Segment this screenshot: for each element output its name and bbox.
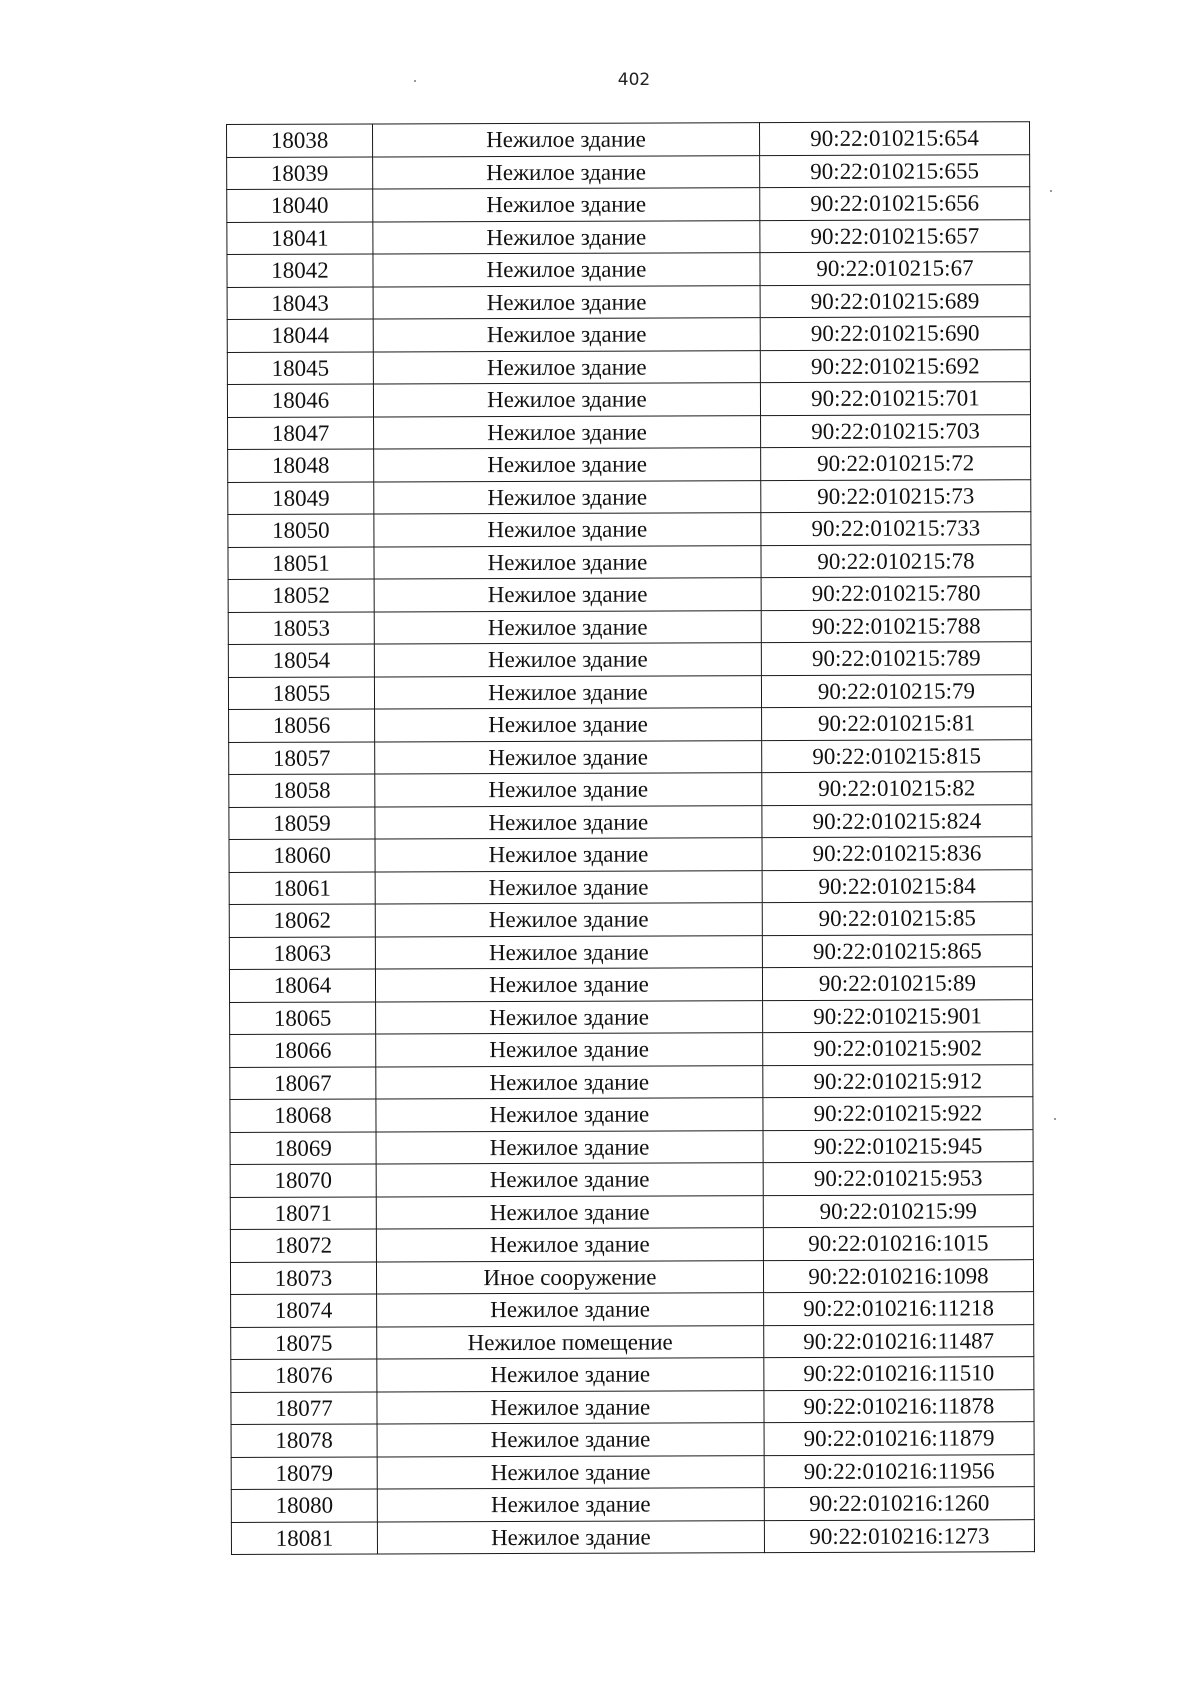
row-number-cell: 18045 [227, 351, 373, 384]
object-type-cell: Нежилое здание [376, 1000, 763, 1034]
object-type-cell: Нежилое помещение [377, 1325, 764, 1359]
cadastral-number-cell: 90:22:010216:1098 [763, 1259, 1033, 1292]
cadastral-number-cell: 90:22:010215:82 [762, 772, 1032, 805]
cadastral-number-cell: 90:22:010216:11487 [764, 1324, 1034, 1357]
table-row [231, 1324, 1034, 1359]
row-number-cell: 18056 [229, 709, 375, 742]
cadastral-number-cell: 90:22:010215:73 [761, 479, 1031, 512]
row-number-cell: 18079 [231, 1456, 377, 1489]
row-number-cell: 18063 [229, 936, 375, 969]
table-row [230, 1064, 1033, 1099]
scan-speck [1054, 1118, 1056, 1120]
cadastral-number-cell: 90:22:010215:912 [763, 1064, 1033, 1097]
object-type-cell: Нежилое здание [376, 1098, 763, 1132]
object-type-cell: Нежилое здание [376, 1195, 763, 1229]
row-number-cell: 18081 [231, 1521, 377, 1554]
table-row [230, 1162, 1033, 1197]
row-number-cell: 18080 [231, 1489, 377, 1522]
object-type-cell: Нежилое здание [372, 123, 759, 157]
cadastral-number-cell: 90:22:010215:902 [763, 1032, 1033, 1065]
row-number-cell: 18044 [227, 319, 373, 352]
object-type-cell: Нежилое здание [374, 480, 761, 514]
object-type-cell: Нежилое здание [373, 350, 760, 384]
table-row [228, 479, 1031, 514]
table-row [228, 577, 1031, 612]
row-number-cell: 18065 [230, 1001, 376, 1034]
registry-table-body [227, 122, 1035, 1555]
cadastral-number-cell: 90:22:010215:788 [761, 609, 1031, 642]
cadastral-number-cell: 90:22:010215:836 [762, 837, 1032, 870]
object-type-cell: Нежилое здание [377, 1488, 764, 1522]
object-type-cell: Нежилое здание [377, 1455, 764, 1489]
table-row [230, 1194, 1033, 1229]
cadastral-number-cell: 90:22:010216:11218 [763, 1292, 1033, 1325]
object-type-cell: Нежилое здание [377, 1293, 764, 1327]
cadastral-number-cell: 90:22:010215:654 [759, 122, 1029, 155]
cadastral-number-cell: 90:22:010215:701 [760, 382, 1030, 415]
row-number-cell: 18061 [229, 871, 375, 904]
table-row [228, 512, 1031, 547]
row-number-cell: 18069 [230, 1131, 376, 1164]
cadastral-number-cell: 90:22:010215:865 [762, 934, 1032, 967]
object-type-cell: Нежилое здание [377, 1520, 764, 1554]
table-row [229, 837, 1032, 872]
object-type-cell: Нежилое здание [375, 935, 762, 969]
object-type-cell: Нежилое здание [373, 383, 760, 417]
object-type-cell: Нежилое здание [377, 1423, 764, 1457]
table-row [229, 934, 1032, 969]
table-row [229, 869, 1032, 904]
cadastral-number-cell: 90:22:010215:703 [760, 414, 1030, 447]
row-number-cell: 18071 [230, 1196, 376, 1229]
table-row [230, 1097, 1033, 1132]
table-row [231, 1292, 1034, 1327]
object-type-cell: Нежилое здание [374, 448, 761, 482]
object-type-cell: Нежилое здание [374, 578, 761, 612]
row-number-cell: 18041 [227, 221, 373, 254]
table-row [231, 1422, 1034, 1457]
table-row [231, 1519, 1034, 1554]
page-number: 402 [617, 70, 651, 90]
table-row [228, 642, 1031, 677]
cadastral-number-cell: 90:22:010215:945 [763, 1129, 1033, 1162]
table-row [231, 1454, 1034, 1489]
row-number-cell: 18040 [227, 189, 373, 222]
table-row [227, 382, 1030, 417]
object-type-cell: Нежилое здание [373, 253, 760, 287]
row-number-cell: 18050 [228, 514, 374, 547]
row-number-cell: 18072 [230, 1229, 376, 1262]
cadastral-number-cell: 90:22:010215:953 [763, 1162, 1033, 1195]
cadastral-number-cell: 90:22:010215:824 [762, 804, 1032, 837]
row-number-cell: 18067 [230, 1066, 376, 1099]
cadastral-number-cell: 90:22:010215:733 [761, 512, 1031, 545]
table-row [227, 187, 1030, 222]
table-row [228, 447, 1031, 482]
cadastral-number-cell: 90:22:010215:78 [761, 544, 1031, 577]
row-number-cell: 18048 [228, 449, 374, 482]
object-type-cell: Нежилое здание [373, 155, 760, 189]
cadastral-number-cell: 90:22:010215:67 [760, 252, 1030, 285]
row-number-cell: 18073 [230, 1261, 376, 1294]
table-row [230, 1032, 1033, 1067]
row-number-cell: 18057 [229, 741, 375, 774]
cadastral-number-cell: 90:22:010215:72 [761, 447, 1031, 480]
cadastral-number-cell: 90:22:010215:99 [763, 1194, 1033, 1227]
row-number-cell: 18076 [231, 1359, 377, 1392]
row-number-cell: 18066 [230, 1034, 376, 1067]
table-row [227, 349, 1030, 384]
cadastral-number-cell: 90:22:010216:11956 [764, 1454, 1034, 1487]
table-row [229, 739, 1032, 774]
cadastral-number-cell: 90:22:010215:655 [760, 154, 1030, 187]
object-type-cell: Нежилое здание [375, 968, 762, 1002]
table-row [229, 804, 1032, 839]
object-type-cell: Нежилое здание [375, 838, 762, 872]
cadastral-number-cell: 90:22:010215:690 [760, 317, 1030, 350]
table-row [228, 414, 1031, 449]
row-number-cell: 18049 [228, 481, 374, 514]
row-number-cell: 18068 [230, 1099, 376, 1132]
table-row [228, 674, 1031, 709]
row-number-cell: 18062 [229, 904, 375, 937]
object-type-cell: Нежилое здание [375, 903, 762, 937]
object-type-cell: Нежилое здание [376, 1033, 763, 1067]
row-number-cell: 18060 [229, 839, 375, 872]
table-row [227, 154, 1030, 189]
table-row [228, 544, 1031, 579]
cadastral-number-cell: 90:22:010215:656 [760, 187, 1030, 220]
cadastral-number-cell: 90:22:010215:692 [760, 349, 1030, 382]
object-type-cell: Нежилое здание [375, 708, 762, 742]
row-number-cell: 18047 [228, 416, 374, 449]
object-type-cell: Нежилое здание [375, 773, 762, 807]
row-number-cell: 18077 [231, 1391, 377, 1424]
cadastral-number-cell: 90:22:010215:657 [760, 219, 1030, 252]
object-type-cell: Нежилое здание [373, 285, 760, 319]
scan-speck [1050, 190, 1052, 192]
row-number-cell: 18053 [228, 611, 374, 644]
object-type-cell: Нежилое здание [375, 740, 762, 774]
cadastral-number-cell: 90:22:010215:85 [762, 902, 1032, 935]
row-number-cell: 18039 [227, 156, 373, 189]
object-type-cell: Нежилое здание [376, 1065, 763, 1099]
object-type-cell: Нежилое здание [374, 545, 761, 579]
cadastral-number-cell: 90:22:010215:79 [761, 674, 1031, 707]
cadastral-number-cell: 90:22:010216:1015 [763, 1227, 1033, 1260]
cadastral-number-cell: 90:22:010215:922 [763, 1097, 1033, 1130]
cadastral-number-cell: 90:22:010216:1273 [764, 1519, 1034, 1552]
row-number-cell: 18070 [230, 1164, 376, 1197]
table-row [229, 902, 1032, 937]
row-number-cell: 18051 [228, 546, 374, 579]
cadastral-number-cell: 90:22:010215:689 [760, 284, 1030, 317]
row-number-cell: 18058 [229, 774, 375, 807]
object-type-cell: Нежилое здание [377, 1358, 764, 1392]
object-type-cell: Нежилое здание [376, 1228, 763, 1262]
row-number-cell: 18038 [227, 124, 373, 157]
object-type-cell: Нежилое здание [373, 220, 760, 254]
object-type-cell: Нежилое здание [374, 513, 761, 547]
row-number-cell: 18064 [229, 969, 375, 1002]
object-type-cell: Нежилое здание [373, 188, 760, 222]
row-number-cell: 18059 [229, 806, 375, 839]
object-type-cell: Нежилое здание [377, 1390, 764, 1424]
table-row [229, 967, 1032, 1002]
object-type-cell: Нежилое здание [373, 318, 760, 352]
table-row [227, 252, 1030, 287]
object-type-cell: Нежилое здание [375, 805, 762, 839]
cadastral-number-cell: 90:22:010216:11510 [764, 1357, 1034, 1390]
object-type-cell: Нежилое здание [375, 870, 762, 904]
table-row [227, 317, 1030, 352]
scan-speck [414, 80, 416, 82]
row-number-cell: 18046 [227, 384, 373, 417]
row-number-cell: 18055 [228, 676, 374, 709]
object-type-cell: Нежилое здание [374, 415, 761, 449]
cadastral-number-cell: 90:22:010215:815 [762, 739, 1032, 772]
table-row [231, 1487, 1034, 1522]
object-type-cell: Нежилое здание [376, 1130, 763, 1164]
property-registry-table [226, 121, 1035, 1555]
cadastral-number-cell: 90:22:010215:84 [762, 869, 1032, 902]
object-type-cell: Нежилое здание [374, 610, 761, 644]
object-type-cell: Иное сооружение [376, 1260, 763, 1294]
cadastral-number-cell: 90:22:010215:780 [761, 577, 1031, 610]
table-row [230, 1259, 1033, 1294]
row-number-cell: 18042 [227, 254, 373, 287]
table-row [230, 1227, 1033, 1262]
object-type-cell: Нежилое здание [374, 643, 761, 677]
row-number-cell: 18074 [231, 1294, 377, 1327]
row-number-cell: 18043 [227, 286, 373, 319]
table-row [229, 707, 1032, 742]
row-number-cell: 18078 [231, 1424, 377, 1457]
object-type-cell: Нежилое здание [376, 1163, 763, 1197]
cadastral-number-cell: 90:22:010216:11879 [764, 1422, 1034, 1455]
cadastral-number-cell: 90:22:010216:11878 [764, 1389, 1034, 1422]
cadastral-number-cell: 90:22:010215:89 [762, 967, 1032, 1000]
object-type-cell: Нежилое здание [374, 675, 761, 709]
table-row [228, 609, 1031, 644]
cadastral-number-cell: 90:22:010215:81 [761, 707, 1031, 740]
row-number-cell: 18052 [228, 579, 374, 612]
row-number-cell: 18054 [228, 644, 374, 677]
cadastral-number-cell: 90:22:010215:901 [762, 999, 1032, 1032]
cadastral-number-cell: 90:22:010215:789 [761, 642, 1031, 675]
cadastral-number-cell: 90:22:010216:1260 [764, 1487, 1034, 1520]
table-row [231, 1389, 1034, 1424]
table-row [231, 1357, 1034, 1392]
table-row [229, 772, 1032, 807]
table-row [227, 122, 1030, 157]
row-number-cell: 18075 [231, 1326, 377, 1359]
table-row [227, 219, 1030, 254]
table-row [230, 999, 1033, 1034]
table-row [227, 284, 1030, 319]
table-row [230, 1129, 1033, 1164]
